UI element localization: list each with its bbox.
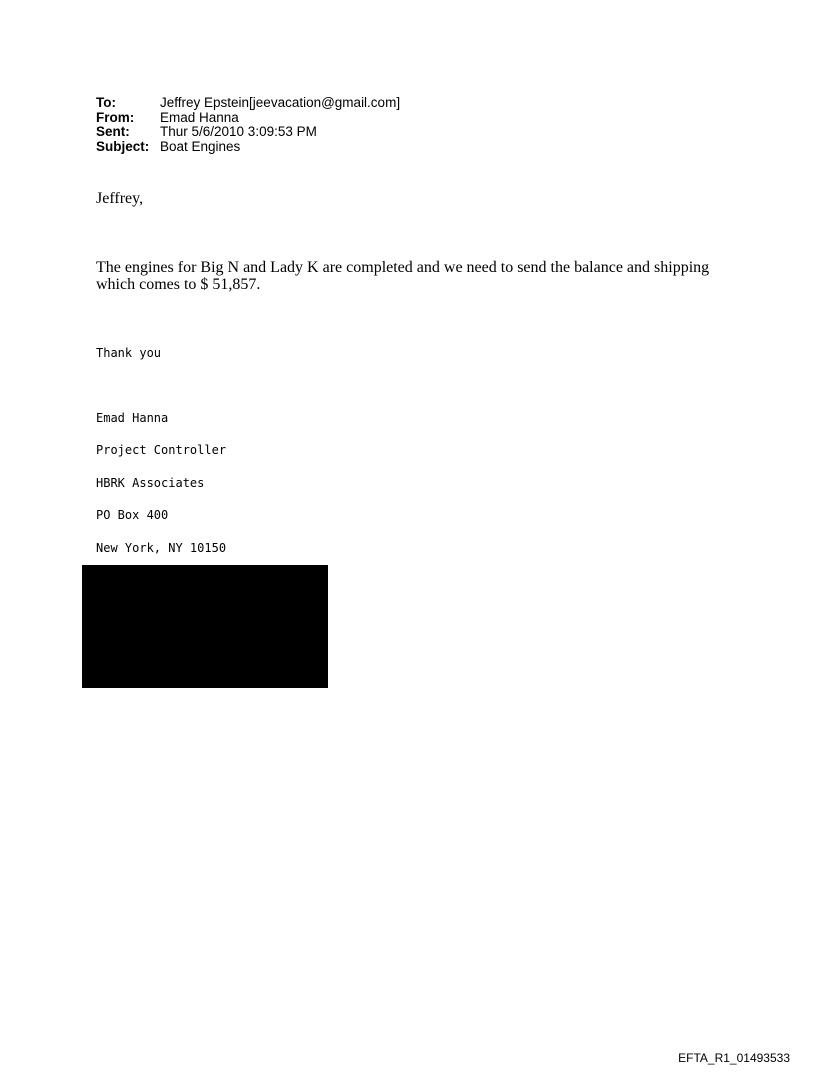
- signature-company: HBRK Associates: [96, 476, 205, 490]
- header-row-sent: [96, 125, 400, 140]
- signature-title: Project Controller: [96, 443, 227, 457]
- email-closing: Thank you: [96, 346, 162, 360]
- header-row-from: [96, 111, 400, 126]
- signature-name: Emad Hanna: [96, 411, 169, 425]
- email-body: The engines for Big N and Lady K are completed and we need to send the balance and shipping which comes to $ 51,857.: [96, 259, 710, 293]
- signature-address: PO Box 400: [96, 508, 169, 522]
- sent-value: Thur 5/6/2010 3:09:53 PM: [160, 124, 317, 139]
- sent-label: Sent:: [96, 124, 130, 139]
- from-label: From:: [96, 109, 135, 125]
- from-value: Emad Hanna: [160, 109, 239, 125]
- subject-value: Boat Engines: [160, 138, 241, 154]
- redaction-box: [82, 565, 328, 688]
- document-id: EFTA_R1_01493533: [678, 1051, 790, 1065]
- email-greeting: Jeffrey,: [96, 190, 144, 207]
- to-value: Jeffrey Epstein[jeevacation@gmail.com]: [160, 95, 401, 110]
- header-row-to: [96, 96, 400, 111]
- header-row-subject: [96, 140, 400, 155]
- signature-city: New York, NY 10150: [96, 541, 227, 555]
- to-label: To:: [96, 95, 116, 110]
- email-header: [96, 96, 400, 154]
- subject-label: Subject:: [96, 138, 150, 154]
